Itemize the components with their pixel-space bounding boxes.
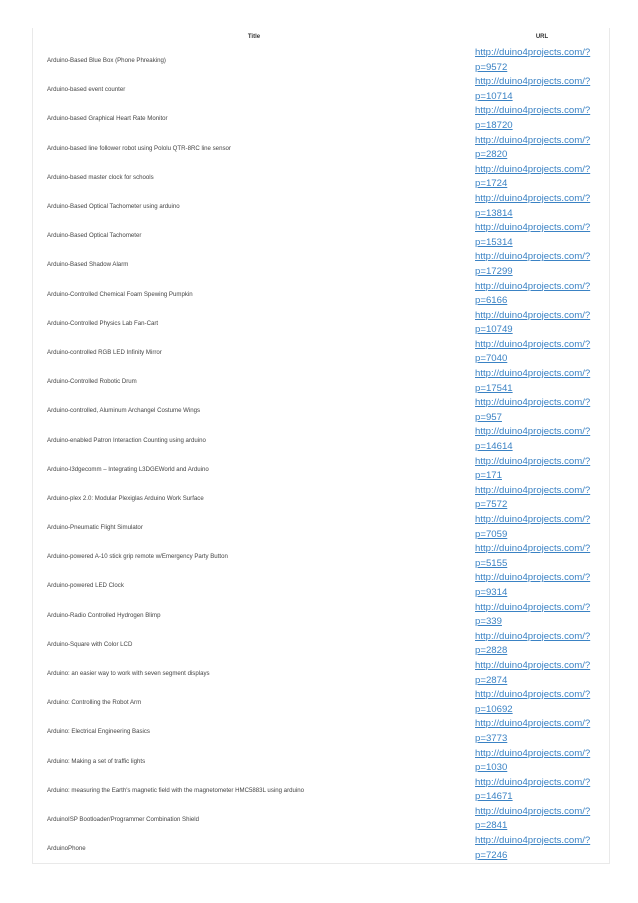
table-row [33, 221, 609, 250]
project-url-link[interactable]: http://duino4projects.com/? [475, 222, 591, 234]
project-title: Arduino: Electrical Engineering Basics [47, 728, 150, 736]
url-column-header: URL [535, 34, 549, 40]
project-url-link[interactable]: p=2820 [475, 149, 508, 161]
table-row [33, 659, 609, 688]
project-url-link[interactable]: http://duino4projects.com/? [475, 368, 591, 380]
project-url-link[interactable]: http://duino4projects.com/? [475, 718, 591, 730]
project-url-link[interactable]: p=15314 [475, 236, 513, 248]
project-title: Arduino-Controlled Physics Lab Fan-Cart [47, 319, 159, 327]
project-url [475, 455, 609, 484]
table-row [33, 163, 609, 192]
table-row [33, 75, 609, 104]
project-url-link[interactable]: p=17299 [475, 265, 513, 277]
project-url-link[interactable]: p=10749 [475, 324, 513, 336]
project-url-link[interactable]: http://duino4projects.com/? [475, 192, 591, 204]
project-title: Arduino-based Graphical Heart Rate Monitor [47, 115, 168, 123]
table-row [33, 747, 609, 776]
table-row [33, 46, 609, 75]
project-url-link[interactable]: http://duino4projects.com/? [475, 251, 591, 263]
project-url [475, 571, 609, 600]
table-row [33, 688, 609, 717]
project-url-link[interactable]: http://duino4projects.com/? [475, 105, 591, 117]
project-url-link[interactable]: p=957 [475, 411, 502, 423]
project-url [475, 338, 609, 367]
project-title: Arduino-based master clock for schools [47, 173, 154, 181]
project-url [475, 250, 609, 279]
project-title: ArduinoISP Bootloader/Programmer Combination Shield [47, 815, 199, 823]
table-row [33, 542, 609, 571]
project-url-link[interactable]: p=9314 [475, 586, 508, 598]
table-row [33, 338, 609, 367]
project-url-link[interactable]: http://duino4projects.com/? [475, 309, 591, 321]
project-title: Arduino-Based Blue Box (Phone Phreaking) [47, 57, 166, 65]
table-row [33, 425, 609, 454]
project-url-link[interactable]: http://duino4projects.com/? [475, 134, 591, 146]
table-row [33, 455, 609, 484]
project-title: Arduino-Square with Color LCD [47, 640, 133, 648]
project-url [475, 396, 609, 425]
project-title: Arduino-based line follower robot using Pololu QTR-8RC line sensor [47, 144, 231, 152]
project-url-link[interactable]: p=13814 [475, 207, 513, 219]
table-row [33, 134, 609, 163]
project-url [475, 75, 609, 104]
project-url-link[interactable]: p=7572 [475, 499, 508, 511]
project-title: Arduino-Controlled Robotic Drum [47, 378, 137, 386]
project-title: Arduino: measuring the Earth's magnetic field with the magnetometer HMC5883L using arduino [47, 786, 305, 794]
project-title: Arduino-enabled Patron Interaction Counting using arduino [47, 436, 206, 444]
project-url-link[interactable]: p=17541 [475, 382, 513, 394]
project-url-link[interactable]: http://duino4projects.com/? [475, 835, 591, 847]
project-url-link[interactable]: p=10692 [475, 703, 513, 715]
project-url-link[interactable]: http://duino4projects.com/? [475, 601, 591, 613]
project-url-link[interactable]: http://duino4projects.com/? [475, 455, 591, 467]
project-title: Arduino-Based Shadow Alarm [47, 261, 129, 269]
project-url-link[interactable]: p=14614 [475, 441, 513, 453]
project-url-link[interactable]: p=339 [475, 616, 502, 628]
project-title: Arduino-powered LED Clock [47, 582, 124, 590]
table-row [33, 484, 609, 513]
table-row [33, 776, 609, 805]
project-url [475, 776, 609, 805]
project-url [475, 192, 609, 221]
table-body [33, 46, 609, 863]
project-url-link[interactable]: http://duino4projects.com/? [475, 572, 591, 584]
table-row [33, 104, 609, 133]
project-url [475, 309, 609, 338]
project-title: Arduino-l3dgecomm – Integrating L3DGEWorld and Arduino [47, 465, 209, 473]
project-url [475, 484, 609, 513]
project-url [475, 688, 609, 717]
project-table [32, 28, 610, 864]
project-url [475, 805, 609, 834]
project-url-link[interactable]: p=2828 [475, 645, 508, 657]
table-row [33, 834, 609, 863]
table-row [33, 250, 609, 279]
table-header [33, 28, 609, 46]
table-row [33, 717, 609, 746]
project-url-link[interactable]: p=7246 [475, 849, 508, 861]
project-url-link[interactable]: http://duino4projects.com/? [475, 163, 591, 175]
project-title: Arduino-Controlled Chemical Foam Spewing Pumpkin [47, 290, 193, 298]
project-url-link[interactable]: p=18720 [475, 119, 513, 131]
project-title: Arduino: an easier way to work with seven segment displays [47, 670, 210, 678]
project-title: Arduino-plex 2.0: Modular Plexiglas Arduino Work Surface [47, 494, 204, 502]
table-row [33, 367, 609, 396]
table-row [33, 309, 609, 338]
table-row [33, 280, 609, 309]
table-row [33, 601, 609, 630]
project-url-link[interactable]: p=1724 [475, 178, 508, 190]
title-column-header: Title [247, 34, 261, 40]
table-row [33, 396, 609, 425]
project-url [475, 834, 609, 863]
table-row [33, 513, 609, 542]
project-url [475, 659, 609, 688]
table-row [33, 192, 609, 221]
project-title: Arduino-controlled, Aluminum Archangel Costume Wings [47, 407, 201, 415]
project-url [475, 747, 609, 776]
project-url-link[interactable]: http://duino4projects.com/? [475, 805, 591, 817]
project-url [475, 46, 609, 75]
project-url-link[interactable]: p=2841 [475, 820, 508, 832]
project-title: Arduino-Based Optical Tachometer using arduino [47, 203, 180, 211]
project-url-link[interactable]: http://duino4projects.com/? [475, 659, 591, 671]
project-title: Arduino-controlled RGB LED Infinity Mirror [47, 348, 162, 356]
project-url-link[interactable]: p=9572 [475, 61, 508, 73]
project-url [475, 280, 609, 309]
project-url-link[interactable]: p=3773 [475, 732, 508, 744]
project-title: Arduino: Making a set of traffic lights [47, 757, 146, 765]
project-title: Arduino-based event counter [47, 86, 126, 94]
project-title: ArduinoPhone [47, 845, 86, 853]
project-url-link[interactable]: http://duino4projects.com/? [475, 280, 591, 292]
project-url-link[interactable]: http://duino4projects.com/? [475, 543, 591, 555]
project-url [475, 163, 609, 192]
project-url [475, 134, 609, 163]
project-url-link[interactable]: p=171 [475, 470, 502, 482]
project-url-link[interactable]: p=7040 [475, 353, 508, 365]
project-url-link[interactable]: p=6166 [475, 295, 508, 307]
project-url-link[interactable]: http://duino4projects.com/? [475, 630, 591, 642]
project-url-link[interactable]: p=5155 [475, 557, 508, 569]
project-url-link[interactable]: http://duino4projects.com/? [475, 397, 591, 409]
project-url [475, 601, 609, 630]
project-url [475, 425, 609, 454]
project-url-link[interactable]: p=10714 [475, 90, 513, 102]
project-title: Arduino: Controlling the Robot Arm [47, 699, 142, 707]
project-url-link[interactable]: http://duino4projects.com/? [475, 484, 591, 496]
project-url-link[interactable]: http://duino4projects.com/? [475, 76, 591, 88]
project-url-link[interactable]: http://duino4projects.com/? [475, 776, 591, 788]
project-url [475, 717, 609, 746]
table-row [33, 805, 609, 834]
project-url [475, 630, 609, 659]
project-url-link[interactable]: p=7059 [475, 528, 508, 540]
project-url [475, 104, 609, 133]
project-title: Arduino-Based Optical Tachometer [47, 232, 142, 240]
table-row [33, 571, 609, 600]
table-row [33, 630, 609, 659]
project-url-link[interactable]: p=1030 [475, 762, 508, 774]
project-url [475, 542, 609, 571]
project-url-link[interactable]: p=14671 [475, 791, 513, 803]
project-url [475, 367, 609, 396]
project-url [475, 221, 609, 250]
project-url-link[interactable]: http://duino4projects.com/? [475, 47, 591, 58]
project-url-link[interactable]: http://duino4projects.com/? [475, 338, 591, 350]
project-url-link[interactable]: http://duino4projects.com/? [475, 689, 591, 701]
project-url-link[interactable]: http://duino4projects.com/? [475, 747, 591, 759]
project-title: Arduino-Pneumatic Flight Simulator [47, 524, 143, 532]
project-url-link[interactable]: http://duino4projects.com/? [475, 514, 591, 525]
project-url-link[interactable]: p=2874 [475, 674, 508, 686]
project-title: Arduino-powered A-10 stick grip remote w/Emergency Party Button [47, 553, 228, 561]
project-url-link[interactable]: http://duino4projects.com/? [475, 426, 591, 438]
project-title: Arduino-Radio Controlled Hydrogen Blimp [47, 611, 161, 619]
project-url [475, 513, 609, 542]
